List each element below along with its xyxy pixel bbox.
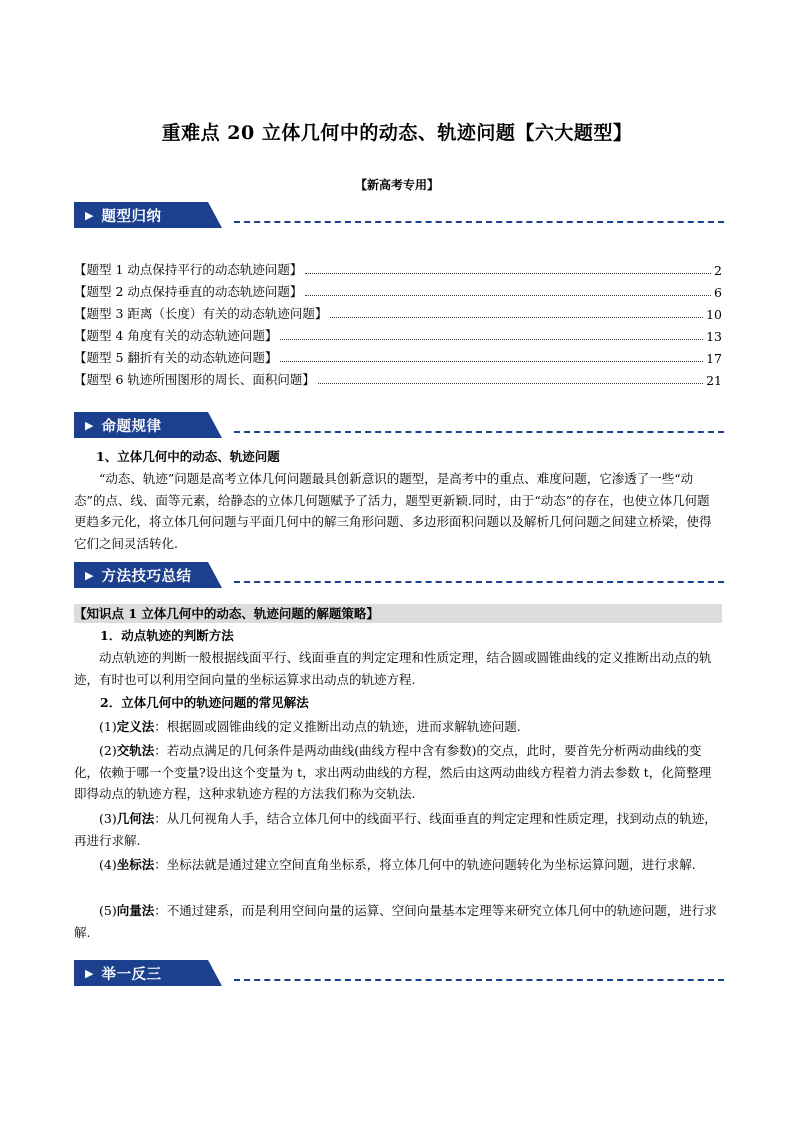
play-icon: ▶	[85, 568, 94, 582]
toc-item-label: 【题型 3 距离（长度）有关的动态轨迹问题】	[74, 306, 328, 321]
toc-item-label: 【题型 1 动点保持平行的动态轨迹问题】	[74, 262, 303, 277]
toc-leader	[280, 339, 703, 340]
dashed-divider	[234, 979, 724, 981]
banner-label: 举一反三	[101, 966, 162, 983]
toc-leader	[280, 361, 703, 362]
method-item	[74, 900, 722, 943]
banner-label: 题型归纳	[101, 208, 162, 225]
toc-leader	[330, 317, 703, 318]
method-item	[74, 740, 722, 805]
dashed-divider	[234, 431, 724, 433]
toc-item[interactable]	[74, 368, 722, 388]
method-text: ：不通过建系，而是利用空间向量的运算、空间向量基本定理等来研究立体几何中的轨迹问题，进行求解.	[74, 903, 717, 940]
section-heading: 2．立体几何中的轨迹问题的常见解法	[100, 695, 309, 710]
toc-item-page: 6	[714, 285, 722, 300]
method-num: (2)	[99, 743, 117, 758]
toc-item[interactable]	[74, 280, 722, 300]
toc-item[interactable]	[74, 346, 722, 366]
banner-label: 方法技巧总结	[101, 568, 192, 585]
banner-methods	[74, 560, 724, 590]
page-title: 重难点 20 立体几何中的动态、轨迹问题【六大题型】	[161, 122, 633, 144]
method-text: ：若动点满足的几何条件是两动曲线(曲线方程中含有参数)的交点，此时，要首先分析两动曲线的变化，依赖于哪一个变量?设出这个变量为 t，求出两动曲线的方程，然后由这两动曲线方程着力消去参数 t，化简整理即得动点的轨迹方程，这种求轨迹方程的方法我们称为交轨法.	[74, 743, 712, 801]
method-name: 坐标法	[116, 857, 155, 872]
toc-item[interactable]	[74, 324, 722, 344]
toc-item-page: 13	[706, 329, 722, 344]
toc-item-label: 【题型 6 轨迹所围图形的周长、面积问题】	[74, 372, 315, 387]
toc-item[interactable]	[74, 258, 722, 278]
toc-item[interactable]	[74, 302, 722, 322]
method-text: ：根据圆或圆锥曲线的定义推断出动点的轨迹，进而求解轨迹问题.	[154, 719, 521, 734]
section-body: 动点轨迹的判断一般根据线面平行、线面垂直的判定定理和性质定理，结合圆或圆锥曲线的定义推断出动点的轨迹，有时也可以利用空间向量的坐标运算求出动点的轨迹方程.	[74, 650, 712, 687]
banner-toc	[74, 200, 724, 230]
section-heading: 1．动点轨迹的判断方法	[100, 628, 234, 643]
method-item	[74, 808, 722, 851]
play-icon: ▶	[85, 418, 94, 432]
banner-label: 命题规律	[101, 418, 162, 435]
play-icon: ▶	[85, 966, 94, 980]
dashed-divider	[234, 221, 724, 223]
rules-heading: 1、立体几何中的动态、轨迹问题	[96, 449, 280, 464]
rules-body: “动态、轨迹”问题是高考立体几何问题最具创新意识的题型，是高考中的重点、难度问题，它渗透了一些“动态”的点、线、面等元素，给静态的立体几何题赋予了活力，题型更新颖.同时，由于“动态”的存在，也使立体几何题更趋多元化，将立体几何问题与平面几何中的解三角形问题、多边形面积问题以及解析几何问题之间建立桥梁，使得它们之间灵活转化.	[74, 471, 712, 551]
method-num: (5)	[99, 903, 117, 918]
method-num: (1)	[99, 719, 117, 734]
method-text: ：从几何视角人手，结合立体几何中的线面平行、线面垂直的判定定理和性质定理，找到动点的轨迹，再进行求解.	[74, 811, 717, 848]
toc-leader	[305, 295, 711, 296]
method-num: (3)	[99, 811, 117, 826]
page-subtitle: 【新高考专用】	[354, 178, 439, 192]
method-item	[74, 716, 722, 738]
dashed-divider	[234, 581, 724, 583]
toc-item-page: 17	[706, 351, 722, 366]
toc-item-label: 【题型 2 动点保持垂直的动态轨迹问题】	[74, 284, 303, 299]
method-name: 定义法	[116, 719, 155, 734]
banner-rules	[74, 410, 724, 440]
toc-item-page: 10	[706, 307, 722, 322]
method-name: 几何法	[116, 811, 155, 826]
toc-item-page: 21	[706, 373, 722, 388]
knowledge-point-heading: 【知识点 1 立体几何中的动态、轨迹问题的解题策略】	[74, 604, 722, 623]
method-num: (4)	[99, 857, 117, 872]
toc-item-label: 【题型 4 角度有关的动态轨迹问题】	[74, 328, 278, 343]
play-icon: ▶	[85, 208, 94, 222]
toc-leader	[318, 383, 703, 384]
method-item	[74, 854, 722, 876]
method-name: 向量法	[116, 903, 155, 918]
toc-leader	[305, 273, 711, 274]
toc-item-label: 【题型 5 翻折有关的动态轨迹问题】	[74, 350, 278, 365]
toc-item-page: 2	[714, 263, 722, 278]
banner-practice	[74, 958, 724, 988]
method-name: 交轨法	[116, 743, 155, 758]
method-text: ：坐标法就是通过建立空间直角坐标系，将立体几何中的轨迹问题转化为坐标运算问题，进行求解.	[154, 857, 696, 872]
